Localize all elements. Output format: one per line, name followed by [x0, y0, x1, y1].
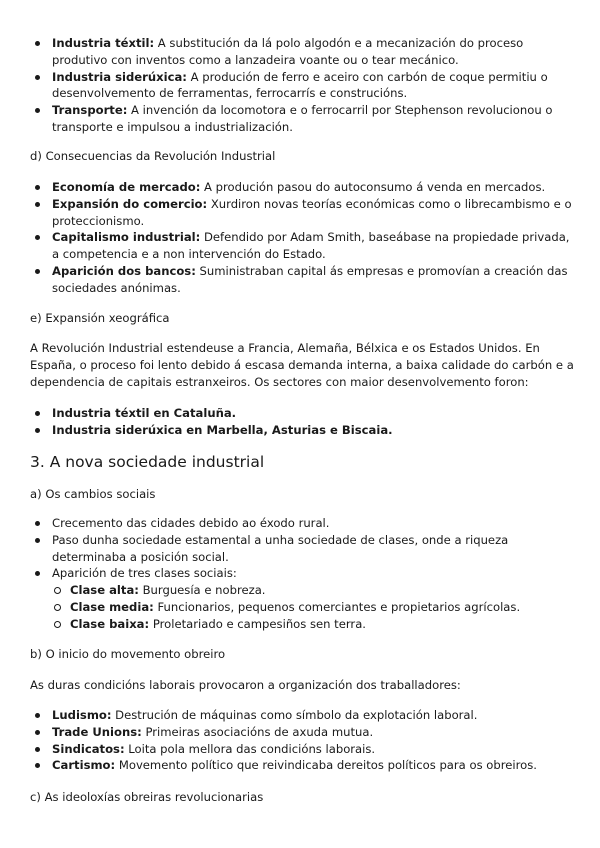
list-item: Trade Unions: Primeiras asociacións de axuda mutua. [30, 724, 575, 741]
list-item: Crecemento das cidades debido ao éxodo rural. [30, 515, 575, 532]
spain-sectors-list [30, 405, 575, 439]
sub-list-item: Clase baixa: Proletariado e campesiños sen terra. [30, 616, 575, 633]
list-item: Economía de mercado: A produción pasou do autoconsumo á venda en mercados. [30, 179, 575, 196]
workers-movement-list [30, 707, 575, 774]
list-item: Paso dunha sociedade estamental a unha sociedade de clases, onde a riqueza determinaba a posición social. [30, 532, 575, 566]
list-item: Industria téxtil: A substitución da lá polo algodón e a mecanización do proceso produtivo con inventos como a lanzadeira voante ou o tear mecánico. [30, 35, 575, 69]
list-item: Industria téxtil en Cataluña. [30, 405, 575, 422]
sub-list-item: Clase media: Funcionarios, pequenos comerciantes e propietarios agrícolas. [30, 599, 575, 616]
paragraph-workers: As duras condicións laborais provocaron a organización dos traballadores: [30, 678, 461, 692]
list-item: Aparición de tres clases sociais: [30, 565, 575, 582]
industries-list [30, 35, 575, 136]
sub-list-item: Clase alta: Burguesía e nobreza. [30, 582, 575, 599]
section-title-3: 3. A nova sociedade industrial [30, 453, 265, 471]
list-item: Cartismo: Movemento político que reivindicaba dereitos políticos para os obreiros. [30, 757, 575, 774]
paragraph-expansion: A Revolución Industrial estendeuse a Francia, Alemaña, Bélxica e os Estados Unidos. En España, o proceso foi lento debido á escasa demanda interna, a baixa calidade do carbón e a dependencia de capitais estranxeiros. Os sectores con maior desenvolvemento foron: [30, 341, 574, 389]
social-changes-list [30, 515, 575, 633]
list-item: Industria siderúxica en Marbella, Asturias e Biscaia. [30, 422, 575, 439]
list-item: Industria siderúxica: A produción de ferro e aceiro con carbón de coque permitiu o desenvolvemento de ferramentas, ferrocarrís e construcións. [30, 69, 575, 103]
section-heading-a: a) Os cambios sociais [30, 487, 156, 501]
section-heading-b: b) O inicio do movemento obreiro [30, 647, 226, 661]
list-item: Aparición dos bancos: Suministraban capital ás empresas e promovían a creación das sociedades anónimas. [30, 263, 575, 297]
list-item: Sindicatos: Loita pola mellora das condicións laborais. [30, 741, 575, 758]
section-heading-e: e) Expansión xeográfica [30, 311, 170, 325]
list-item: Capitalismo industrial: Defendido por Adam Smith, baseábase na propiedade privada, a competencia e a non intervención do Estado. [30, 229, 575, 263]
list-item: Expansión do comercio: Xurdiron novas teorías económicas como o librecambismo e o proteccionismo. [30, 196, 575, 230]
list-item: Ludismo: Destrución de máquinas como símbolo da explotación laboral. [30, 707, 575, 724]
consequences-list [30, 179, 575, 297]
section-heading-c: c) As ideoloxías obreiras revolucionarias [30, 790, 264, 804]
list-item: Transporte: A invención da locomotora e o ferrocarril por Stephenson revolucionou o transporte e impulsou a industrialización. [30, 102, 575, 136]
section-heading-d: d) Consecuencias da Revolución Industrial [30, 149, 276, 163]
